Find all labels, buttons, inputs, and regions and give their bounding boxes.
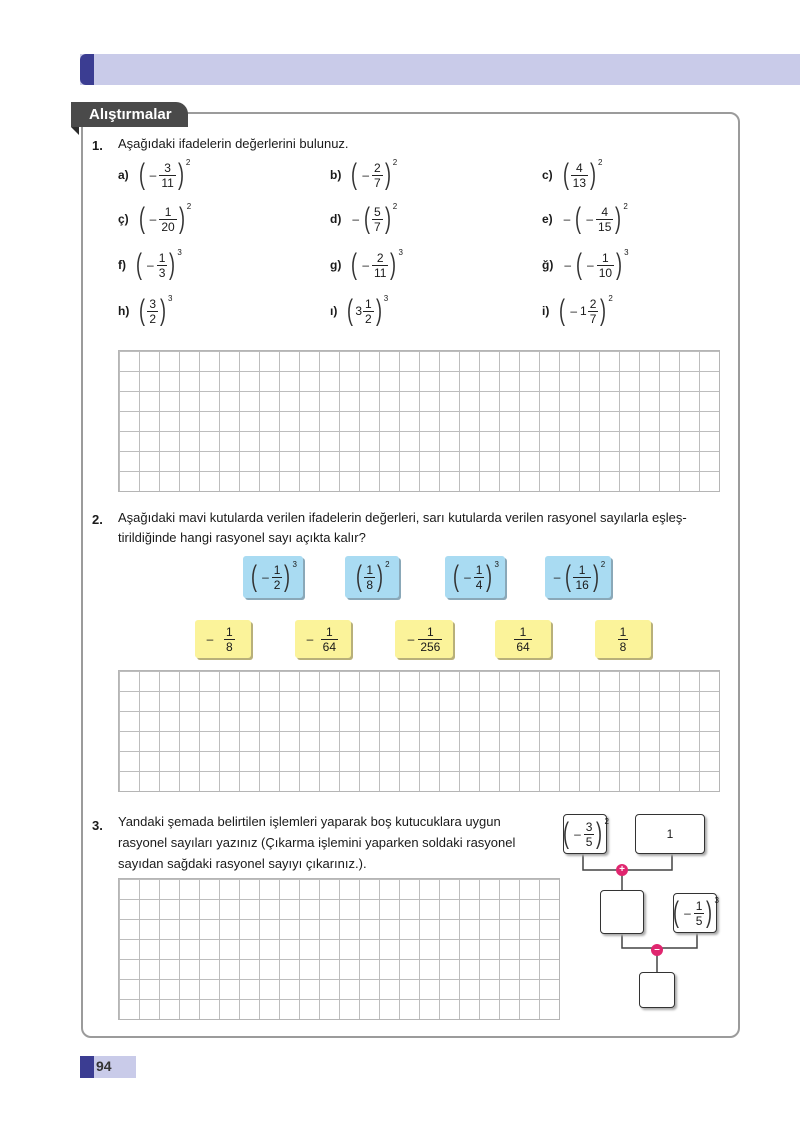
denominator: 20 (161, 219, 175, 234)
item-label: e) (542, 212, 553, 226)
inner-minus: – (574, 827, 581, 841)
page-number: 94 (96, 1058, 112, 1074)
right-paren-icon: ) (384, 202, 391, 235)
scheme-box-2-value: 1 (666, 827, 674, 841)
right-paren-icon: ) (615, 202, 622, 235)
q2-text-line2: tirildiğinde hangi rasyonel sayı açıkta kalır? (118, 530, 366, 545)
left-paren-icon: ( (351, 248, 358, 281)
denominator: 7 (589, 311, 597, 326)
q3-text-line3: sayıdan sağdaki rasyonel sayıyı çıkarınız.). (118, 856, 367, 871)
right-paren-icon: ) (384, 158, 391, 191)
numerator: 3 (164, 160, 171, 175)
denominator: 2 (273, 577, 281, 592)
exponent: 3 (292, 560, 297, 569)
exponent: 3 (383, 294, 389, 303)
numerator: 1 (427, 624, 434, 639)
right-paren-icon: ) (616, 248, 623, 281)
numerator: 2 (589, 296, 597, 311)
right-paren-icon: ) (178, 202, 185, 235)
exponent: 3 (624, 248, 629, 257)
denominator: 15 (598, 219, 612, 234)
numerator: 1 (365, 296, 372, 311)
item-label: a) (118, 168, 129, 182)
q3-text-line2: rasyonel sayıları yazınız (Çıkarma işlemini yaparken soldaki rasyonel (118, 835, 516, 850)
section-tab: Alıştırmalar (71, 102, 188, 127)
q2-number: 2. (92, 512, 103, 527)
denominator: 64 (322, 639, 337, 654)
numerator: 1 (519, 624, 527, 639)
fraction (584, 820, 595, 849)
exponent: 2 (186, 202, 192, 211)
inner-minus: – (149, 168, 157, 182)
left-paren-icon: ( (138, 158, 145, 191)
q1-number: 1. (92, 138, 103, 153)
left-paren-icon: ( (576, 248, 583, 281)
inner-minus: – (587, 258, 594, 272)
denominator: 4 (475, 577, 483, 592)
item-label: f) (118, 258, 126, 272)
exponent: 2 (385, 560, 390, 569)
minus-sign: – (306, 632, 314, 646)
right-paren-icon: ) (177, 158, 184, 191)
left-paren-icon: ( (351, 158, 358, 191)
page-number-tab (80, 1056, 94, 1078)
denominator: 2 (365, 311, 372, 326)
exponent: 3 (168, 294, 173, 303)
right-paren-icon: ) (160, 294, 167, 327)
denominator: 256 (420, 639, 441, 654)
exponent: 3 (494, 560, 499, 569)
exponent: 3 (177, 248, 182, 257)
right-paren-icon: ) (486, 560, 493, 593)
outer-minus: – (553, 570, 561, 584)
right-paren-icon: ) (596, 817, 603, 850)
item-label: i) (542, 304, 550, 318)
right-paren-icon: ) (375, 294, 382, 327)
numerator: 4 (601, 204, 609, 219)
item-label: h) (118, 304, 130, 318)
exponent: 3 (398, 248, 403, 257)
numerator: 4 (576, 160, 583, 175)
whole-part: 1 (580, 304, 587, 318)
denominator: 13 (572, 175, 587, 190)
exponent: 2 (600, 560, 606, 569)
denominator: 7 (374, 175, 381, 190)
inner-minus: – (362, 258, 370, 272)
left-paren-icon: ( (562, 158, 569, 191)
outer-minus: – (563, 212, 571, 226)
numerator: 1 (695, 898, 703, 913)
numerator: 1 (619, 624, 627, 639)
denominator: 64 (516, 639, 530, 654)
denominator: 5 (695, 913, 703, 928)
numerator: 1 (326, 624, 333, 639)
exponent: 2 (608, 294, 613, 303)
numerator: 1 (602, 250, 609, 265)
minus-sign: – (407, 632, 415, 646)
item-label: ı) (330, 304, 338, 318)
left-paren-icon: ( (453, 560, 460, 593)
numerator: 5 (374, 204, 381, 219)
scheme-box-answer-2[interactable] (639, 972, 675, 1008)
numerator: 1 (226, 624, 233, 639)
scheme-box-answer-1[interactable] (600, 890, 644, 934)
minus-sign: – (206, 632, 214, 646)
numerator: 1 (475, 562, 483, 577)
inner-minus: – (586, 212, 594, 226)
inner-minus: – (147, 258, 154, 272)
item-label: d) (330, 212, 342, 226)
whole-part: 3 (355, 304, 363, 318)
left-paren-icon: ( (251, 560, 258, 593)
right-paren-icon: ) (592, 560, 599, 593)
denominator: 3 (158, 265, 166, 280)
numerator: 1 (164, 204, 172, 219)
scheme-box-given-3 (673, 893, 717, 933)
numerator: 2 (376, 250, 384, 265)
exponent: 2 (604, 817, 609, 826)
denominator: 11 (374, 265, 387, 280)
left-paren-icon: ( (565, 560, 572, 593)
exponent: 2 (185, 158, 191, 167)
numerator: 3 (585, 819, 593, 834)
numerator: 1 (158, 250, 166, 265)
exponent: 2 (392, 158, 398, 167)
item-label: g) (330, 258, 342, 272)
numerator: 1 (578, 562, 586, 577)
item-label: ğ) (542, 258, 554, 272)
denominator: 11 (161, 175, 174, 190)
left-paren-icon: ( (138, 202, 145, 235)
left-paren-icon: ( (559, 294, 566, 327)
scheme-expr-1 (561, 819, 609, 849)
exponent: 2 (598, 158, 603, 167)
inner-minus: – (570, 304, 578, 318)
right-paren-icon: ) (377, 560, 384, 593)
scheme-expr-3 (671, 898, 719, 928)
denominator: 5 (585, 834, 593, 849)
q3-text-line1: Yandaki şemada belirtilen işlemleri yaparak boş kutucuklara uygun (118, 814, 501, 829)
inner-minus: – (464, 570, 471, 584)
page-number-badge (80, 1056, 136, 1078)
right-paren-icon: ) (169, 248, 176, 281)
exponent: 2 (623, 202, 628, 211)
inner-minus: – (262, 570, 269, 584)
denominator: 10 (598, 265, 613, 280)
left-paren-icon: ( (356, 560, 363, 593)
scheme-box-given-1 (563, 814, 607, 854)
left-paren-icon: ( (673, 896, 680, 929)
denominator: 8 (226, 639, 233, 654)
q1-text: Aşağıdaki ifadelerin değerlerini bulunuz. (118, 136, 349, 151)
inner-minus: – (362, 168, 370, 182)
outer-minus: – (352, 212, 360, 226)
left-paren-icon: ( (136, 248, 142, 281)
item-label: c) (542, 168, 553, 182)
left-paren-icon: ( (364, 202, 371, 235)
item-label: ç) (118, 212, 129, 226)
left-paren-icon: ( (347, 294, 354, 327)
left-paren-icon: ( (575, 202, 582, 235)
outer-minus: – (564, 258, 572, 272)
inner-minus: – (149, 212, 157, 226)
numerator: 1 (366, 562, 374, 577)
numerator: 3 (149, 296, 157, 311)
right-paren-icon: ) (590, 158, 597, 191)
denominator: 8 (619, 639, 627, 654)
denominator: 7 (374, 219, 381, 234)
exponent: 3 (714, 896, 719, 905)
item-label: b) (330, 168, 342, 182)
plus-operation-node: + (616, 864, 628, 876)
scheme-box-given-2 (635, 814, 705, 854)
numerator: 1 (273, 562, 281, 577)
left-paren-icon: ( (563, 817, 570, 850)
exponent: 2 (392, 202, 398, 211)
fraction (694, 899, 705, 928)
q2-text-line1: Aşağıdaki mavi kutularda verilen ifadelerin değerleri, sarı kutularda verilen rasyonel sayılarla eşleş- (118, 510, 687, 525)
denominator: 8 (366, 577, 374, 592)
right-paren-icon: ) (390, 248, 397, 281)
right-paren-icon: ) (284, 560, 291, 593)
right-paren-icon: ) (706, 896, 713, 929)
numerator: 2 (374, 160, 381, 175)
q3-number: 3. (92, 818, 103, 833)
denominator: 2 (149, 311, 157, 326)
inner-minus: – (684, 906, 691, 920)
minus-operation-node: – (651, 944, 663, 956)
denominator: 16 (575, 577, 589, 592)
right-paren-icon: ) (600, 294, 607, 327)
left-paren-icon: ( (139, 294, 146, 327)
